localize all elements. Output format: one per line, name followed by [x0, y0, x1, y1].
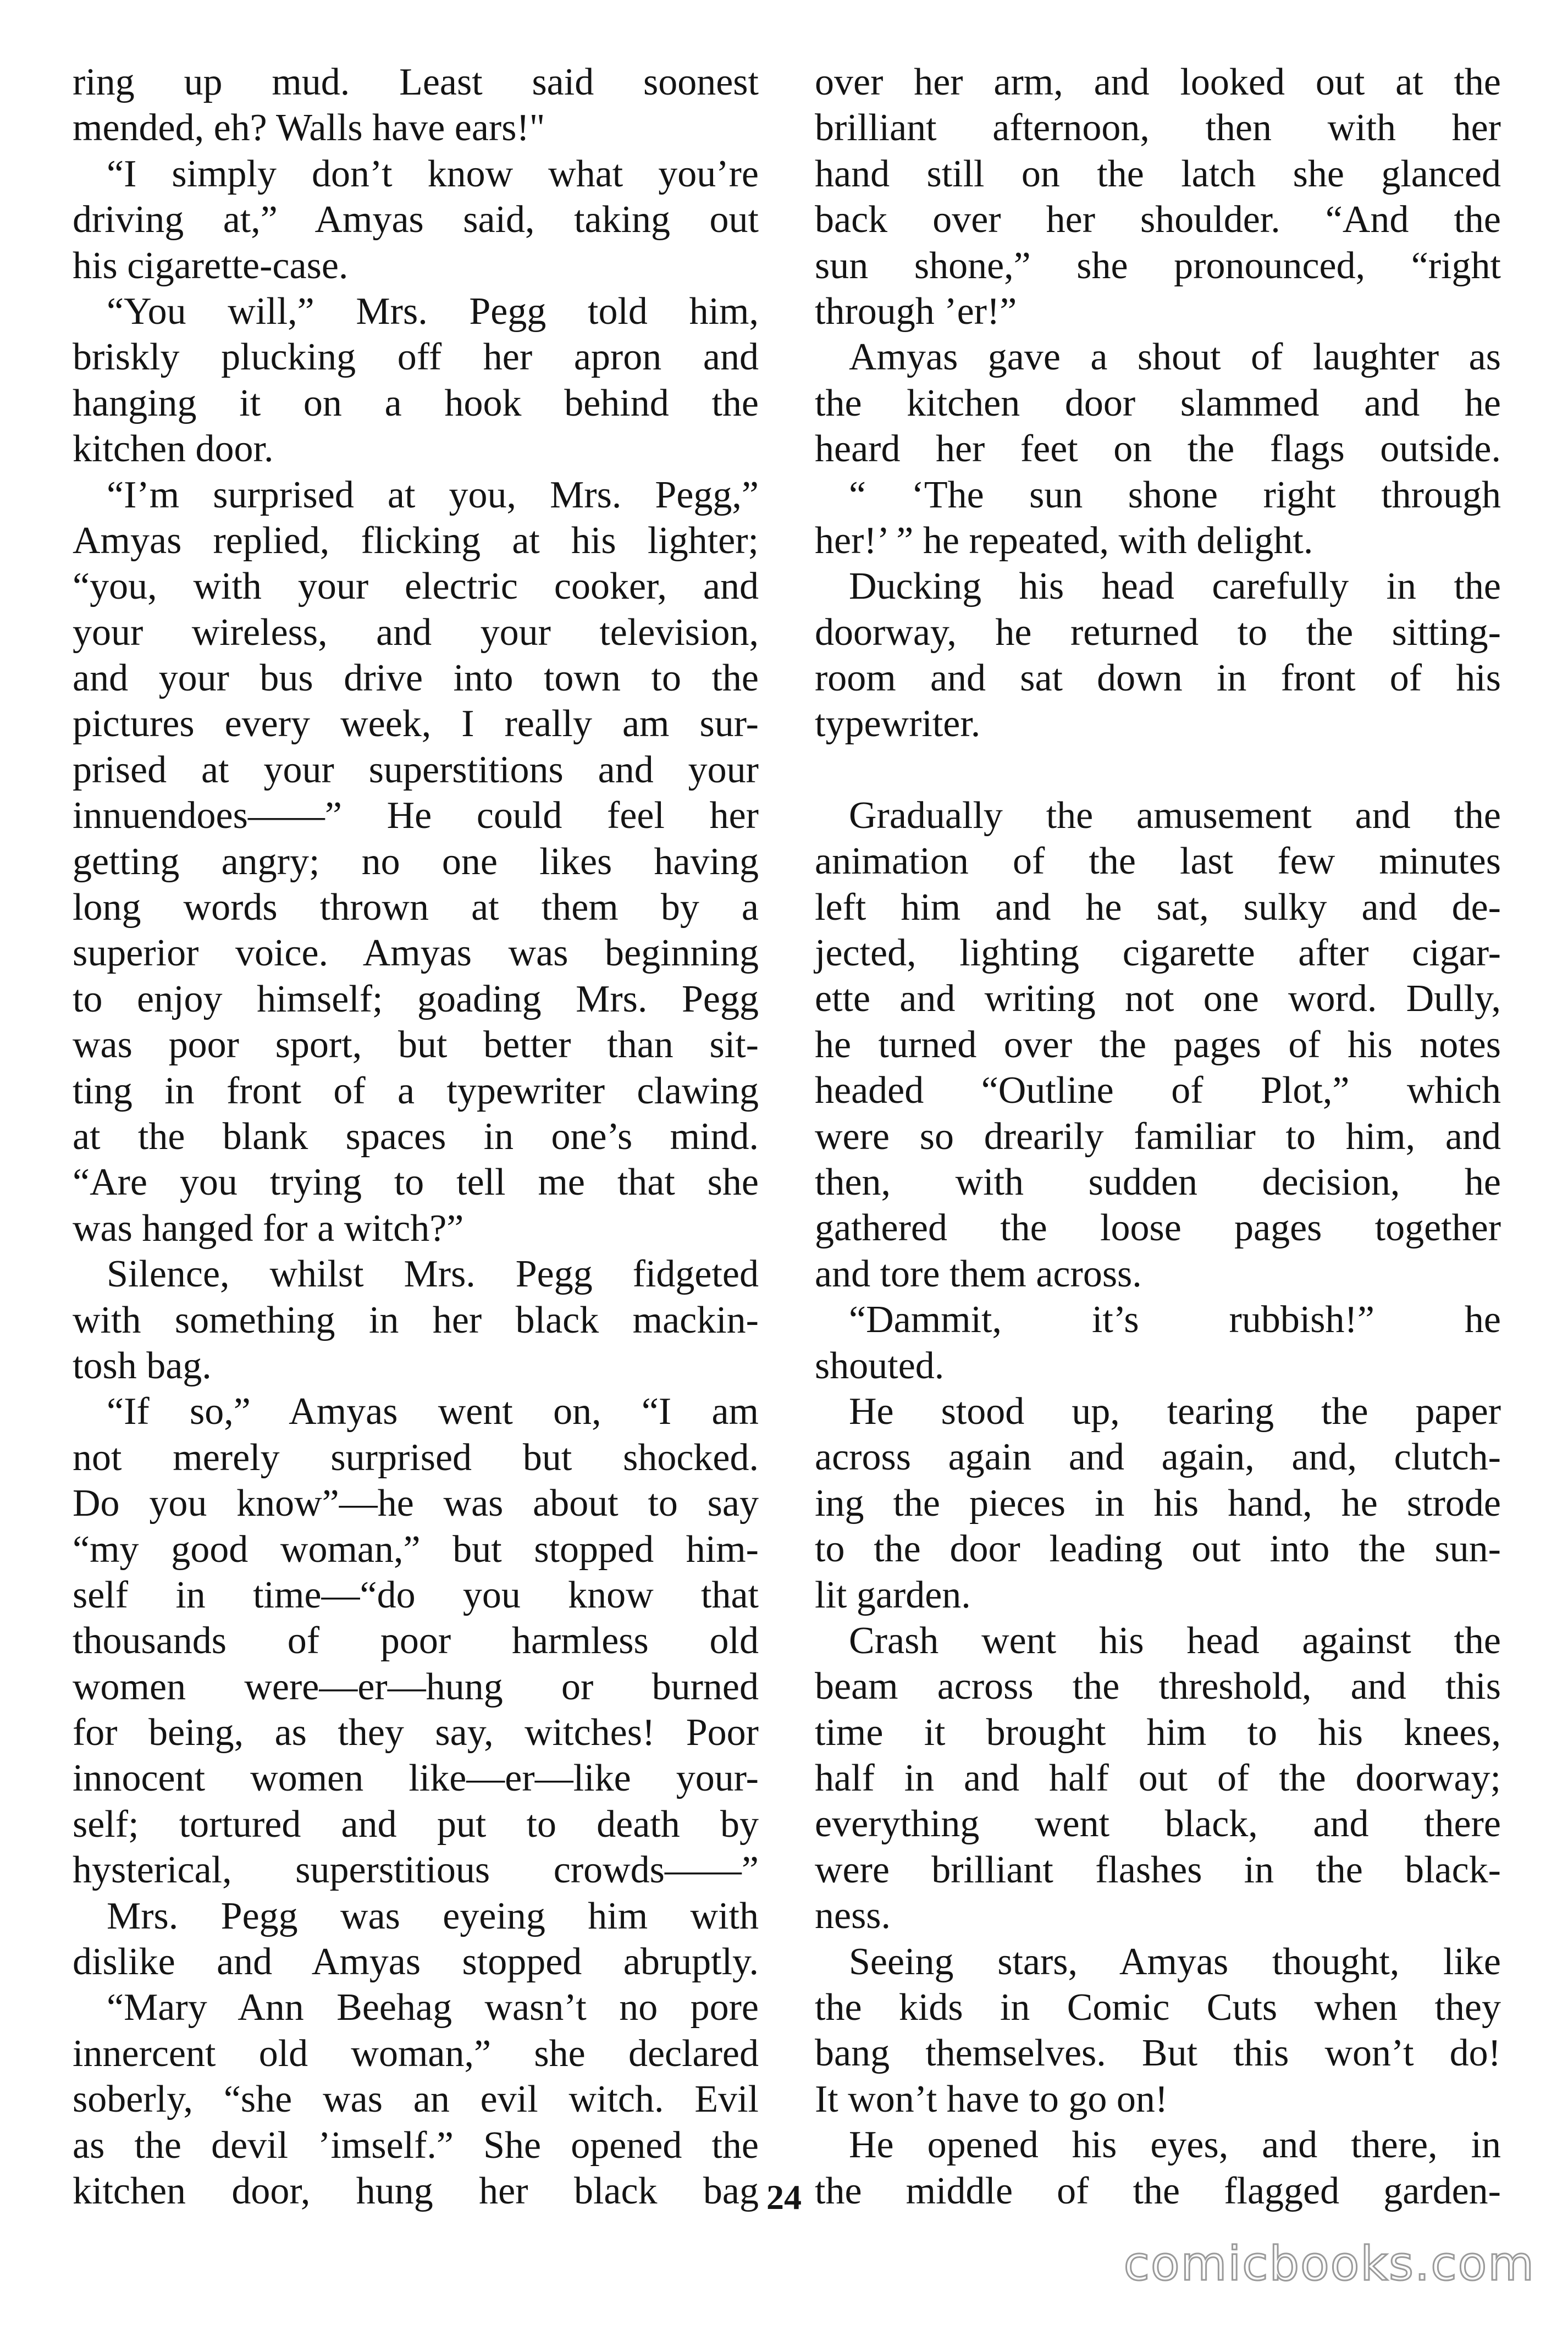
text-line: gathered the loose pages together — [815, 1207, 1501, 1250]
text-line: Crash went his head against the — [849, 1619, 1501, 1662]
text-line: hanging it on a hook behind the — [73, 382, 759, 424]
text-line: “You will,” Mrs. Pegg told him, — [107, 290, 759, 333]
text-line: were so drearily familiar to him, and — [815, 1115, 1501, 1158]
text-line: It won’t have to go on! — [815, 2078, 1168, 2120]
text-line: through ’er!” — [815, 290, 1017, 333]
text-line: her!’ ” he repeated, with delight. — [815, 519, 1313, 562]
text-line: and tore them across. — [815, 1252, 1142, 1295]
text-line: driving at,” Amyas said, taking out — [73, 198, 759, 241]
text-line: beam across the threshold, and this — [815, 1665, 1501, 1708]
text-line: innuendoes——” He could feel her — [73, 794, 759, 837]
text-line: self in time—“do you know that — [73, 1573, 759, 1616]
text-line: innercent old woman,” she declared — [73, 2032, 759, 2075]
left-text-column — [73, 59, 759, 2214]
text-line: to the door leading out into the sun- — [815, 1528, 1501, 1571]
text-line: “you, with your electric cooker, and — [73, 565, 759, 608]
text-line: sun shone,” she pronounced, “right — [815, 244, 1501, 287]
text-line: he turned over the pages of his notes — [815, 1023, 1501, 1066]
text-line: “If so,” Amyas went on, “I am — [107, 1390, 759, 1433]
text-line: women were—er—hung or burned — [73, 1665, 759, 1708]
text-line: Silence, whilst Mrs. Pegg fidgeted — [107, 1253, 759, 1296]
text-line: “ ‘The sun shone right through — [849, 473, 1501, 516]
text-line: typewriter. — [815, 703, 981, 745]
text-line: animation of the last few minutes — [815, 840, 1501, 883]
text-line: He stood up, tearing the paper — [849, 1390, 1501, 1433]
text-line: were brilliant flashes in the black- — [815, 1848, 1501, 1891]
text-line: “I simply don’t know what you’re — [107, 152, 759, 195]
text-line: hand still on the latch she glanced — [815, 152, 1501, 195]
text-line: ette and writing not one word. Dully, — [815, 977, 1501, 1020]
text-line: innocent women like—er—like your- — [73, 1757, 759, 1800]
text-line: getting angry; no one likes having — [73, 840, 759, 883]
text-line: not merely surprised but shocked. — [73, 1436, 759, 1479]
text-line: “Mary Ann Beehag wasn’t no pore — [107, 1986, 759, 2029]
text-line: tosh bag. — [73, 1344, 212, 1387]
section-break — [815, 747, 1501, 793]
text-line: “I’m surprised at you, Mrs. Pegg,” — [107, 473, 759, 516]
text-line: over her arm, and looked out at the — [815, 61, 1501, 103]
text-line: time it brought him to his knees, — [815, 1711, 1501, 1754]
text-line: room and sat down in front of his — [815, 657, 1501, 700]
watermark-logo: comicbooks.com — [1123, 2236, 1535, 2291]
text-line: to enjoy himself; goading Mrs. Pegg — [73, 977, 759, 1020]
text-line: He opened his eyes, and there, in — [849, 2124, 1501, 2167]
text-line: Amyas replied, flicking at his lighter; — [73, 519, 759, 562]
text-line: mended, eh? Walls have ears!" — [73, 107, 545, 150]
text-line: for being, as they say, witches! Poor — [73, 1711, 759, 1754]
text-line: left him and he sat, sulky and de- — [815, 886, 1501, 929]
text-line: self; tortured and put to death by — [73, 1803, 759, 1846]
text-line: the kitchen door slammed and he — [815, 382, 1501, 424]
text-line: ting in front of a typewriter clawing — [73, 1069, 759, 1112]
text-line: was poor sport, but better than sit- — [73, 1024, 759, 1067]
text-line: ring up mud. Least said soonest — [73, 61, 759, 103]
text-line: kitchen door. — [73, 428, 274, 471]
text-line: “Dammit, it’s rubbish!” he — [849, 1299, 1501, 1341]
page-number: 24 — [766, 2178, 802, 2217]
text-line: briskly plucking off her apron and — [73, 336, 759, 379]
text-line: ness. — [815, 1894, 891, 1937]
text-line: the kids in Comic Cuts when they — [815, 1986, 1501, 2029]
text-line: superior voice. Amyas was beginning — [73, 932, 759, 975]
text-line: with something in her black mackin- — [73, 1299, 759, 1341]
text-line: ing the pieces in his hand, he strode — [815, 1482, 1501, 1524]
text-line: his cigarette-case. — [73, 244, 349, 287]
text-line: the middle of the flagged garden- — [815, 2169, 1501, 2212]
text-line: kitchen door, hung her black bag — [73, 2169, 759, 2212]
text-line: Gradually the amusement and the — [849, 794, 1501, 837]
text-line: “Are you trying to tell me that she — [73, 1161, 759, 1204]
text-line: Do you know”—he was about to say — [73, 1482, 759, 1525]
text-line: lit garden. — [815, 1573, 971, 1616]
text-line: hysterical, superstitious crowds——” — [73, 1849, 759, 1892]
text-line: and your bus drive into town to the — [73, 657, 759, 700]
text-line: at the blank spaces in one’s mind. — [73, 1115, 759, 1158]
text-line: dislike and Amyas stopped abruptly. — [73, 1941, 759, 1984]
text-line: as the devil ’imself.” She opened the — [73, 2124, 759, 2167]
text-line: Ducking his head carefully in the — [849, 565, 1501, 608]
text-line: jected, lighting cigarette after cigar- — [815, 932, 1501, 975]
text-line: shouted. — [815, 1344, 945, 1387]
text-line: Amyas gave a shout of laughter as — [849, 336, 1501, 379]
right-text-column — [815, 59, 1501, 2214]
text-line: “my good woman,” but stopped him- — [73, 1528, 759, 1571]
text-line: then, with sudden decision, he — [815, 1161, 1501, 1203]
text-line: brilliant afternoon, then with her — [815, 107, 1501, 150]
text-line: doorway, he returned to the sitting- — [815, 611, 1501, 654]
text-line: thousands of poor harmless old — [73, 1620, 759, 1662]
text-line: long words thrown at them by a — [73, 886, 759, 929]
text-line: back over her shoulder. “And the — [815, 198, 1501, 241]
text-line: prised at your superstitions and your — [73, 748, 759, 791]
text-line: Mrs. Pegg was eyeing him with — [107, 1894, 759, 1937]
text-line: headed “Outline of Plot,” which — [815, 1069, 1501, 1112]
text-line: Seeing stars, Amyas thought, like — [849, 1940, 1501, 1983]
text-line: across again and again, and, clutch- — [815, 1436, 1501, 1479]
text-line: was hanged for a witch?” — [73, 1207, 464, 1250]
text-line: bang themselves. But this won’t do! — [815, 2032, 1501, 2075]
text-line: your wireless, and your television, — [73, 611, 759, 654]
text-line: everything went black, and there — [815, 1803, 1501, 1846]
text-line: half in and half out of the doorway; — [815, 1757, 1501, 1800]
text-line: soberly, “she was an evil witch. Evil — [73, 2078, 759, 2121]
text-line: heard her feet on the flags outside. — [815, 428, 1501, 471]
text-line: pictures every week, I really am sur- — [73, 703, 759, 745]
